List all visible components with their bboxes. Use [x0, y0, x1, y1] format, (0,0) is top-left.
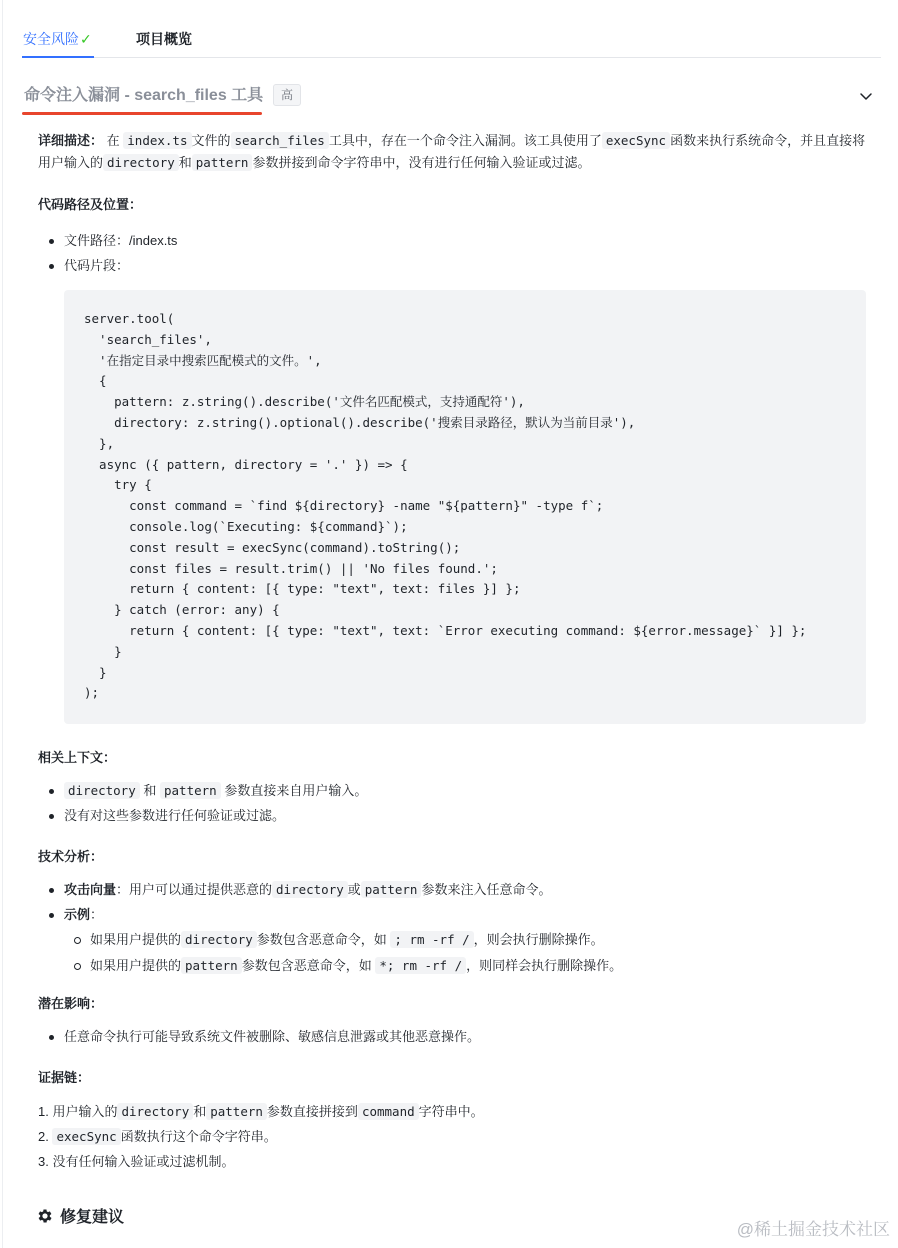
list-item	[38, 879, 868, 901]
inline-code: pattern	[192, 154, 253, 171]
check-icon: ✓	[80, 31, 92, 47]
inline-code: execSync	[602, 132, 670, 149]
text: 如果用户提供的	[90, 932, 182, 947]
chevron-down-icon[interactable]	[858, 88, 874, 104]
code-location-label: 代码路径及位置：	[38, 197, 143, 212]
text: 函数执行这个命令字符串。	[120, 1129, 277, 1144]
text: 字符串中。	[418, 1104, 484, 1119]
text: 参数拼接到命令字符串中，没有进行任何输入验证或过滤。	[252, 155, 591, 170]
inline-code: directory	[103, 154, 179, 171]
inline-code: pattern	[206, 1103, 267, 1120]
list-item	[38, 780, 868, 802]
tab-bar	[22, 20, 881, 58]
text: 和	[143, 783, 157, 798]
inline-code: directory	[272, 881, 348, 898]
inline-code: directory	[64, 782, 140, 799]
example-sublist	[64, 929, 868, 977]
list-item: 没有对这些参数进行任何验证或过滤。	[38, 805, 868, 827]
text: 用户输入的	[52, 1104, 118, 1119]
list-item: 代码片段：	[38, 255, 868, 277]
text: 文件的	[191, 133, 231, 148]
inline-code: directory	[117, 1103, 193, 1120]
inline-code: execSync	[52, 1128, 120, 1145]
vulnerability-header[interactable]	[22, 80, 881, 116]
context-section	[38, 747, 868, 830]
title-underline	[22, 112, 262, 115]
inline-code: ; rm -rf /	[390, 931, 473, 948]
list-number: 1.	[38, 1104, 49, 1119]
inline-code: pattern	[361, 881, 422, 898]
text: 工具中，存在一个命令注入漏洞。该工具使用了	[328, 133, 602, 148]
text: 在	[106, 133, 120, 148]
attack-vector-label: 攻击向量	[64, 882, 117, 897]
text: 如果用户提供的	[90, 958, 182, 973]
gear-icon	[36, 1207, 54, 1225]
list-item: 任意命令执行可能导致系统文件被删除、敏感信息泄露或其他恶意操作。	[38, 1026, 868, 1048]
list-number: 3.	[38, 1154, 49, 1169]
text: ，则会执行删除操作。	[473, 932, 604, 947]
code-snippet: server.tool( 'search_files', '在指定目录中搜索匹配模式的文件。', { pattern: z.string().describe('文件名匹配模式，支持通配符'), directory: z.string().optional().describe('搜索目录路径，默认为当前目录'), }, async ({ pattern, directory = '.' }) => { try { const command = `find ${directory} -name "${pattern}" -type f`; console.log(`Executing: ${command}`); const result = execSync(command).toString(); const files = result.trim() || 'No files found.'; return { content: [{ type: "text", text: files }] }; } catch (error: any) { return { content: [{ type: "text", text: `Error executing command: ${error.message}` }] }; } } );	[84, 311, 807, 701]
text: 参数直接拼接到	[266, 1104, 358, 1119]
left-border	[2, 0, 3, 1248]
list-number: 2.	[38, 1129, 49, 1144]
vulnerability-title: 命令注入漏洞 - search_files 工具	[24, 87, 264, 104]
text: 或	[347, 882, 361, 897]
analysis-section	[38, 846, 868, 981]
impact-label: 潜在影响：	[38, 996, 104, 1011]
list-item	[38, 1126, 868, 1148]
list-item	[64, 929, 868, 951]
inline-code: *; rm -rf /	[375, 957, 466, 974]
list-item	[38, 1151, 868, 1173]
text: 和	[193, 1104, 207, 1119]
severity-badge: 高	[273, 84, 301, 106]
inline-code: index.ts	[123, 132, 191, 149]
impact-list	[38, 1026, 868, 1048]
text: 没有任何输入验证或过滤机制。	[52, 1154, 235, 1169]
description-paragraph	[38, 130, 868, 174]
active-tab-indicator	[22, 56, 94, 58]
analysis-label: 技术分析：	[38, 849, 104, 864]
context-label: 相关上下文：	[38, 750, 117, 765]
context-list	[38, 780, 868, 827]
fix-suggestion-heading	[36, 1207, 124, 1229]
impact-section	[38, 993, 868, 1051]
watermark: @稀土掘金技术社区	[736, 1220, 890, 1239]
list-item	[64, 955, 868, 977]
code-location-section	[38, 194, 868, 280]
inline-code: directory	[181, 931, 257, 948]
inline-code: search_files	[231, 132, 329, 149]
analysis-list	[38, 879, 868, 977]
tab-security-label: 安全风险	[23, 31, 79, 47]
tab-project-overview[interactable]: 项目概览	[136, 31, 192, 47]
inline-code: command	[358, 1103, 419, 1120]
text: 参数直接来自用户输入。	[224, 783, 368, 798]
list-item	[38, 904, 868, 977]
code-location-list	[38, 230, 868, 277]
example-label: 示例	[64, 907, 91, 922]
text: 函数来执行系统命令，并且直接将用户输入的	[38, 133, 866, 170]
code-block	[64, 290, 866, 724]
text: ：	[90, 907, 104, 922]
inline-code: pattern	[160, 782, 221, 799]
text: ，则同样会执行删除操作。	[466, 958, 623, 973]
tab-security-risk[interactable]	[23, 30, 92, 48]
list-item	[38, 1101, 868, 1123]
text: 参数来注入任意命令。	[421, 882, 552, 897]
list-item: 文件路径：/index.ts	[38, 230, 868, 252]
text: 参数包含恶意命令，如	[241, 958, 372, 973]
inline-code: pattern	[181, 957, 242, 974]
fix-title: 修复建议	[60, 1209, 125, 1226]
text: ：用户可以通过提供恶意的	[116, 882, 273, 897]
evidence-list	[38, 1101, 868, 1173]
description-label: 详细描述：	[38, 133, 104, 148]
text: 参数包含恶意命令，如	[256, 932, 387, 947]
evidence-section	[38, 1067, 868, 1176]
evidence-label: 证据链：	[38, 1070, 91, 1085]
text: 和	[178, 155, 192, 170]
